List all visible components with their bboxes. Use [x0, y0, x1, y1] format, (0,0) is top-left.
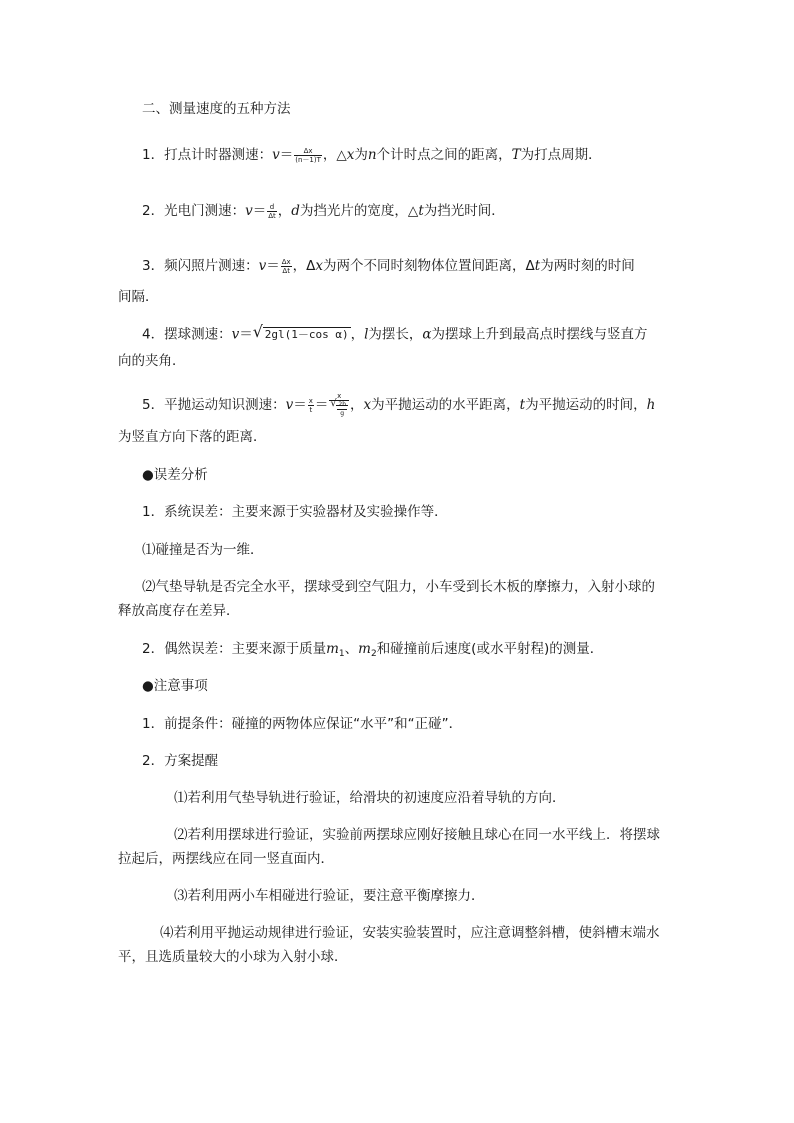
h-symbol: h: [646, 397, 656, 413]
notes-subitem-4: ⑷若利用平抛运动规律进行验证，安装实验装置时，应注意调整斜槽，使斜槽末端水: [160, 925, 660, 941]
method-1-text: 为: [354, 147, 368, 163]
equals-sign: ＝: [252, 203, 267, 219]
method-3-prefix: 3．频闪照片测速：: [142, 258, 259, 274]
notes-subitem-1: ⑴若利用气垫导轨进行验证，给滑块的初速度应沿着导轨的方向．: [174, 790, 566, 806]
error-analysis-heading: ●误差分析: [142, 467, 208, 483]
mass-2-symbol: m: [358, 641, 371, 657]
method-2-prefix: 2．光电门测速：: [142, 203, 246, 219]
fraction-denominator: [329, 398, 349, 418]
notes-subitem-2: ⑵若利用摆球进行验证，实验前两摆球应刚好接触且球心在同一水平线上．将摆球: [174, 827, 660, 843]
fraction-denominator: t: [309, 405, 313, 414]
method-4-text: ，: [350, 326, 365, 343]
method-4-line-2: 向的夹角．: [118, 353, 186, 369]
method-5-prefix: 5．平抛运动知识测速：: [142, 397, 286, 413]
fraction-numerator: 2h: [338, 401, 347, 408]
fraction-denominator: (n－1)T: [295, 155, 321, 164]
radical-sign-icon: √: [330, 398, 337, 409]
fraction-denominator: Δt: [282, 266, 290, 275]
equals-sign: ＝: [314, 397, 329, 413]
method-3-text: 为两时刻的时间: [540, 258, 635, 274]
separator: 、: [344, 641, 359, 657]
equals-sign: ＝: [293, 397, 307, 413]
velocity-symbol: v: [285, 397, 294, 413]
method-5-line-2: 为竖直方向下落的距离．: [118, 429, 267, 445]
method-1-text: 个计时点之间的距离，: [376, 147, 512, 163]
equals-sign: ＝: [239, 326, 253, 343]
fraction-denominator: g: [340, 410, 345, 417]
method-1-prefix: 1．打点计时器测速：: [142, 147, 273, 163]
x-symbol: x: [315, 258, 324, 274]
method-4-text: 为摆球上升到最高点时摆线与竖直方: [431, 326, 648, 343]
method-1: [142, 146, 722, 164]
velocity-symbol: v: [258, 258, 267, 274]
notes-item-2: 2．方案提醒: [142, 753, 219, 769]
d-symbol: d: [291, 203, 300, 219]
equals-sign: ＝: [279, 147, 294, 163]
fraction-numerator: Δx: [281, 257, 291, 266]
error-item-2: [142, 640, 722, 663]
error-item-1b: ⑵气垫导轨是否完全水平，摆球受到空气阻力，小车受到长木板的摩擦力，入射小球的: [142, 579, 655, 595]
velocity-symbol: v: [245, 203, 253, 219]
fraction: [294, 147, 322, 164]
notes-subitem-4-line-2: 平，且选质量较大的小球为入射小球．: [118, 949, 348, 965]
fraction: [329, 392, 349, 418]
method-5: [142, 392, 722, 418]
t-symbol: t: [418, 203, 424, 219]
notes-heading: ●注意事项: [142, 678, 208, 694]
fraction-denominator: Δt: [268, 211, 276, 220]
x-symbol: x: [363, 397, 372, 413]
delta-x-symbol: △x: [336, 147, 355, 163]
method-2-text: 为挡光时间．: [423, 203, 505, 219]
fraction-numerator: x: [329, 392, 349, 401]
period-symbol: T: [511, 147, 521, 163]
notes-subitem-2-line-2: 拉起后，两摆线应在同一竖直面内．: [118, 851, 334, 867]
radical-sign-icon: √: [252, 322, 263, 341]
t-symbol: t: [534, 258, 541, 274]
mass-1-symbol: m: [326, 641, 339, 657]
method-4-prefix: 4．摆球测速：: [142, 326, 232, 343]
error-item-2-text: 2．偶然误差：主要来源于质量: [142, 641, 327, 657]
method-4: [142, 322, 722, 344]
velocity-symbol: v: [231, 326, 240, 343]
fraction: [337, 401, 347, 418]
error-item-1a: ⑴碰撞是否为一维．: [142, 542, 264, 558]
alpha-symbol: α: [422, 326, 432, 343]
square-root-body: [336, 401, 348, 417]
fraction: [281, 258, 292, 275]
fraction: [308, 397, 314, 414]
mass-1-subscript: 1: [338, 649, 345, 659]
mass-2-subscript: 2: [370, 649, 377, 659]
error-item-1: 1．系统误差：主要来源于实验器材及实验操作等．: [142, 504, 448, 520]
fraction-numerator: Δx: [294, 147, 322, 156]
velocity-symbol: v: [272, 147, 280, 163]
comma: ，: [322, 147, 337, 163]
method-2-text: 为挡光片的宽度，△: [299, 203, 419, 219]
method-4-text: 为摆长，: [368, 326, 423, 343]
notes-item-1: 1．前提条件：碰撞的两物体应保证“水平”和“正碰”．: [142, 716, 463, 732]
method-3-line-2: 间隔．: [118, 289, 159, 305]
comma: ，: [277, 203, 292, 219]
notes-subitem-3: ⑶若利用两小车相碰进行验证，要注意平衡摩擦力．: [174, 888, 485, 904]
n-symbol: n: [367, 147, 377, 163]
l-symbol: l: [364, 326, 369, 343]
fraction: [267, 203, 277, 220]
square-root-body: 2gl(1－cos α): [264, 328, 349, 341]
method-5-text: 为平抛运动的水平距离，: [371, 397, 520, 413]
error-item-2-text: 和碰撞前后速度(或水平射程)的测量．: [376, 641, 604, 657]
method-3-text: ，Δ: [292, 258, 316, 274]
method-2: [142, 202, 722, 220]
fraction-numerator: d: [267, 203, 277, 212]
comma: ，: [350, 397, 364, 413]
t-symbol: t: [519, 397, 526, 413]
error-item-1b-line-2: 释放高度存在差异．: [118, 603, 240, 619]
method-1-text: 为打点周期．: [520, 147, 602, 163]
square-root: [252, 322, 351, 344]
method-3-text: 为两个不同时刻物体位置间距离，Δ: [323, 258, 535, 274]
fraction-numerator: x: [308, 396, 313, 405]
square-root: [330, 398, 348, 418]
equals-sign: ＝: [266, 258, 280, 274]
method-5-text: 为平抛运动的时间，: [525, 397, 647, 413]
section-title: 二、测量速度的五种方法: [142, 101, 291, 117]
method-3: [142, 257, 722, 275]
